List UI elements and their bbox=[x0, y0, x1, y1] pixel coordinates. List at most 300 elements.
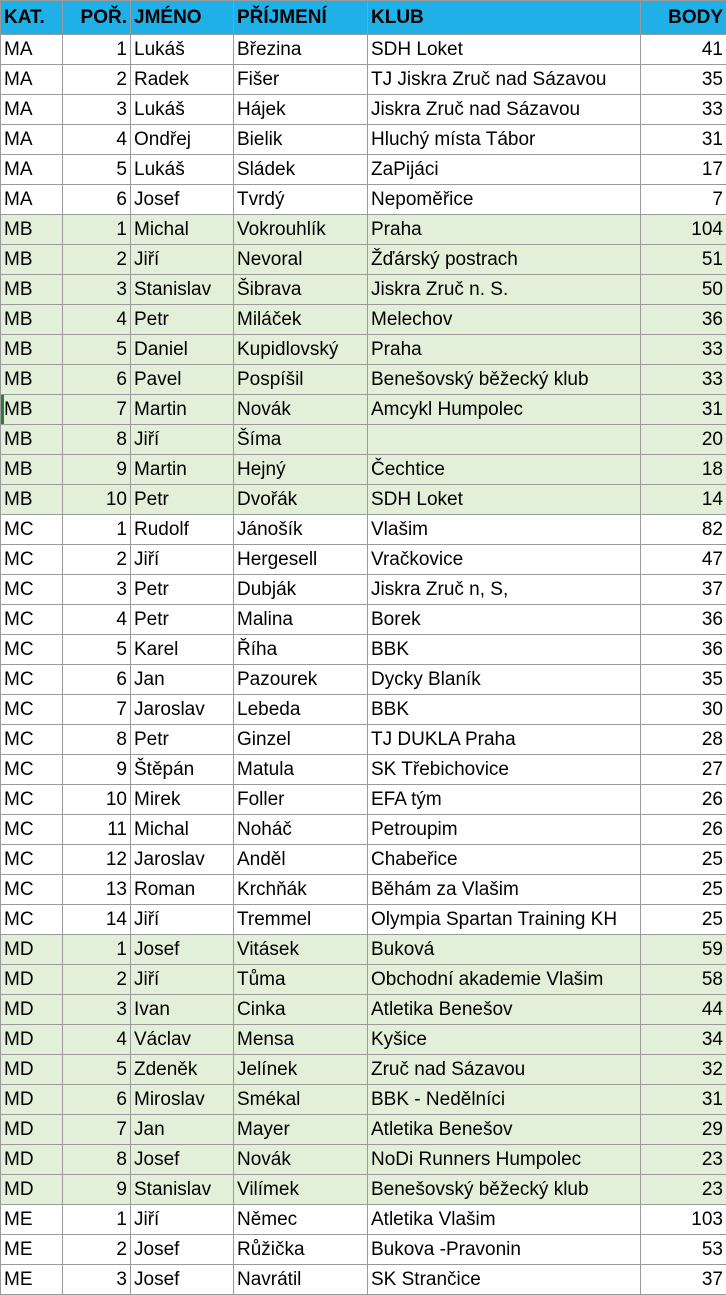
cell-poradi[interactable]: 6 bbox=[63, 1085, 131, 1115]
cell-prijmeni[interactable]: Vokrouhlík bbox=[234, 215, 368, 245]
table-body bbox=[1, 35, 726, 1295]
cell-prijmeni[interactable]: Noháč bbox=[234, 815, 368, 845]
cell-poradi[interactable]: 9 bbox=[63, 1175, 131, 1205]
cell-prijmeni[interactable]: Bielik bbox=[234, 125, 368, 155]
cell-kat[interactable]: MB bbox=[1, 365, 63, 395]
cell-prijmeni[interactable]: Mensa bbox=[234, 1025, 368, 1055]
cell-prijmeni[interactable]: Malina bbox=[234, 605, 368, 635]
cell-prijmeni[interactable]: Ginzel bbox=[234, 725, 368, 755]
cell-klub[interactable]: Dycky Blaník bbox=[368, 665, 641, 695]
cell-prijmeni[interactable]: Miláček bbox=[234, 305, 368, 335]
cell-body[interactable]: 28 bbox=[641, 725, 726, 755]
table-row bbox=[1, 455, 726, 485]
table-row bbox=[1, 425, 726, 455]
cell-kat[interactable]: MB bbox=[1, 305, 63, 335]
cell-body[interactable]: 27 bbox=[641, 755, 726, 785]
cell-body[interactable]: 23 bbox=[641, 1145, 726, 1175]
column-header-klub[interactable]: KLUB bbox=[368, 1, 641, 35]
table-row bbox=[1, 965, 726, 995]
cell-klub[interactable]: Vračkovice bbox=[368, 545, 641, 575]
table-row bbox=[1, 95, 726, 125]
column-header-prijmeni[interactable]: PŘÍJMENÍ bbox=[234, 1, 368, 35]
cell-prijmeni[interactable]: Němec bbox=[234, 1205, 368, 1235]
cell-kat[interactable]: MB bbox=[1, 395, 63, 425]
table-row bbox=[1, 695, 726, 725]
table-row bbox=[1, 605, 726, 635]
cell-klub[interactable]: Melechov bbox=[368, 305, 641, 335]
cell-poradi[interactable]: 2 bbox=[63, 65, 131, 95]
cell-jmeno[interactable]: Lukáš bbox=[131, 35, 234, 65]
cell-prijmeni[interactable]: Sládek bbox=[234, 155, 368, 185]
cell-jmeno[interactable]: Jan bbox=[131, 665, 234, 695]
cell-body[interactable]: 23 bbox=[641, 1175, 726, 1205]
cell-prijmeni[interactable]: Vitásek bbox=[234, 935, 368, 965]
cell-prijmeni[interactable]: Říha bbox=[234, 635, 368, 665]
cell-poradi[interactable]: 2 bbox=[63, 245, 131, 275]
cell-klub[interactable]: Jiskra Zruč n. S. bbox=[368, 275, 641, 305]
cell-prijmeni[interactable]: Tvrdý bbox=[234, 185, 368, 215]
cell-jmeno[interactable]: Rudolf bbox=[131, 515, 234, 545]
cell-poradi[interactable]: 2 bbox=[63, 545, 131, 575]
cell-prijmeni[interactable]: Šíma bbox=[234, 425, 368, 455]
cell-body[interactable]: 17 bbox=[641, 155, 726, 185]
cell-body[interactable]: 51 bbox=[641, 245, 726, 275]
cell-poradi[interactable]: 1 bbox=[63, 215, 131, 245]
cell-kat[interactable]: MC bbox=[1, 605, 63, 635]
table-row bbox=[1, 1025, 726, 1055]
cell-kat[interactable]: MC bbox=[1, 695, 63, 725]
cell-klub[interactable]: Praha bbox=[368, 215, 641, 245]
table-row bbox=[1, 515, 726, 545]
cell-poradi[interactable]: 4 bbox=[63, 1025, 131, 1055]
cell-jmeno[interactable]: Štěpán bbox=[131, 755, 234, 785]
cell-klub[interactable]: TJ Jiskra Zruč nad Sázavou bbox=[368, 65, 641, 95]
cell-klub[interactable]: Atletika Benešov bbox=[368, 1115, 641, 1145]
table-row bbox=[1, 1235, 726, 1265]
cell-body[interactable]: 26 bbox=[641, 785, 726, 815]
cell-klub[interactable]: Buková bbox=[368, 935, 641, 965]
table-row bbox=[1, 1205, 726, 1235]
cell-poradi[interactable]: 9 bbox=[63, 755, 131, 785]
cell-kat[interactable]: MD bbox=[1, 1175, 63, 1205]
cell-jmeno[interactable]: Stanislav bbox=[131, 275, 234, 305]
cell-body[interactable]: 53 bbox=[641, 1235, 726, 1265]
column-header-jmeno[interactable]: JMÉNO bbox=[131, 1, 234, 35]
cell-poradi[interactable]: 1 bbox=[63, 1205, 131, 1235]
cell-body[interactable]: 25 bbox=[641, 905, 726, 935]
cell-prijmeni[interactable]: Pospíšil bbox=[234, 365, 368, 395]
cell-body[interactable]: 33 bbox=[641, 365, 726, 395]
cell-prijmeni[interactable]: Březina bbox=[234, 35, 368, 65]
cell-jmeno[interactable]: Mirek bbox=[131, 785, 234, 815]
cell-kat[interactable]: MA bbox=[1, 95, 63, 125]
cell-kat[interactable]: MD bbox=[1, 1115, 63, 1145]
table-row bbox=[1, 395, 726, 425]
cell-jmeno[interactable]: Ondřej bbox=[131, 125, 234, 155]
cell-poradi[interactable]: 4 bbox=[63, 305, 131, 335]
cell-body[interactable]: 36 bbox=[641, 605, 726, 635]
table-row bbox=[1, 335, 726, 365]
cell-kat[interactable]: MB bbox=[1, 425, 63, 455]
cell-jmeno[interactable]: Karel bbox=[131, 635, 234, 665]
cell-poradi[interactable]: 11 bbox=[63, 815, 131, 845]
cell-klub[interactable]: Olympia Spartan Training KH bbox=[368, 905, 641, 935]
cell-prijmeni[interactable]: Hergesell bbox=[234, 545, 368, 575]
table-row bbox=[1, 215, 726, 245]
table-row bbox=[1, 1085, 726, 1115]
cell-kat[interactable]: MB bbox=[1, 245, 63, 275]
cell-prijmeni[interactable]: Tremmel bbox=[234, 905, 368, 935]
table-row bbox=[1, 1055, 726, 1085]
cell-body[interactable]: 104 bbox=[641, 215, 726, 245]
cell-body[interactable]: 31 bbox=[641, 1085, 726, 1115]
cell-prijmeni[interactable]: Lebeda bbox=[234, 695, 368, 725]
cell-poradi[interactable]: 10 bbox=[63, 485, 131, 515]
cell-jmeno[interactable]: Martin bbox=[131, 395, 234, 425]
cell-klub[interactable]: Čechtice bbox=[368, 455, 641, 485]
cell-jmeno[interactable]: Miroslav bbox=[131, 1085, 234, 1115]
cell-body[interactable]: 35 bbox=[641, 665, 726, 695]
cell-body[interactable]: 20 bbox=[641, 425, 726, 455]
cell-poradi[interactable]: 5 bbox=[63, 635, 131, 665]
cell-prijmeni[interactable]: Krchňák bbox=[234, 875, 368, 905]
table-row bbox=[1, 275, 726, 305]
cell-klub[interactable]: ZaPijáci bbox=[368, 155, 641, 185]
cell-prijmeni[interactable]: Jelínek bbox=[234, 1055, 368, 1085]
cell-kat[interactable]: MC bbox=[1, 815, 63, 845]
cell-body[interactable]: 37 bbox=[641, 1265, 726, 1295]
cell-poradi[interactable]: 3 bbox=[63, 95, 131, 125]
cell-jmeno[interactable]: Zdeněk bbox=[131, 1055, 234, 1085]
table-row bbox=[1, 65, 726, 95]
cell-kat[interactable]: ME bbox=[1, 1235, 63, 1265]
cell-klub[interactable]: Amcykl Humpolec bbox=[368, 395, 641, 425]
cell-jmeno[interactable]: Jaroslav bbox=[131, 845, 234, 875]
cell-jmeno[interactable]: Stanislav bbox=[131, 1175, 234, 1205]
cell-body[interactable]: 58 bbox=[641, 965, 726, 995]
cell-jmeno[interactable]: Ivan bbox=[131, 995, 234, 1025]
cell-poradi[interactable]: 13 bbox=[63, 875, 131, 905]
cell-kat[interactable]: MC bbox=[1, 665, 63, 695]
cell-prijmeni[interactable]: Fišer bbox=[234, 65, 368, 95]
cell-poradi[interactable]: 12 bbox=[63, 845, 131, 875]
cell-body[interactable]: 14 bbox=[641, 485, 726, 515]
table-row bbox=[1, 365, 726, 395]
cell-klub[interactable]: EFA tým bbox=[368, 785, 641, 815]
cell-poradi[interactable]: 2 bbox=[63, 1235, 131, 1265]
cell-jmeno[interactable]: Petr bbox=[131, 305, 234, 335]
cell-kat[interactable]: MA bbox=[1, 185, 63, 215]
cell-prijmeni[interactable]: Tůma bbox=[234, 965, 368, 995]
cell-jmeno[interactable]: Roman bbox=[131, 875, 234, 905]
cell-kat[interactable]: MA bbox=[1, 125, 63, 155]
cell-poradi[interactable]: 10 bbox=[63, 785, 131, 815]
cell-klub[interactable]: NoDi Runners Humpolec bbox=[368, 1145, 641, 1175]
cell-jmeno[interactable]: Josef bbox=[131, 1265, 234, 1295]
table-row bbox=[1, 995, 726, 1025]
cell-jmeno[interactable]: Josef bbox=[131, 1235, 234, 1265]
cell-jmeno[interactable]: Lukáš bbox=[131, 155, 234, 185]
table-row bbox=[1, 665, 726, 695]
cell-body[interactable]: 34 bbox=[641, 1025, 726, 1055]
table-row bbox=[1, 305, 726, 335]
cell-poradi[interactable]: 5 bbox=[63, 1055, 131, 1085]
cell-klub[interactable]: Bukova -Pravonin bbox=[368, 1235, 641, 1265]
cell-kat[interactable]: MC bbox=[1, 905, 63, 935]
cell-prijmeni[interactable]: Anděl bbox=[234, 845, 368, 875]
cell-klub[interactable]: Benešovský běžecký klub bbox=[368, 365, 641, 395]
cell-poradi[interactable]: 3 bbox=[63, 995, 131, 1025]
cell-prijmeni[interactable]: Novák bbox=[234, 1145, 368, 1175]
table-row bbox=[1, 815, 726, 845]
cell-klub[interactable]: Hluchý místa Tábor bbox=[368, 125, 641, 155]
cell-klub[interactable]: Obchodní akademie Vlašim bbox=[368, 965, 641, 995]
cell-poradi[interactable]: 8 bbox=[63, 1145, 131, 1175]
table-row bbox=[1, 35, 726, 65]
cell-jmeno[interactable]: Daniel bbox=[131, 335, 234, 365]
cell-jmeno[interactable]: Petr bbox=[131, 725, 234, 755]
cell-body[interactable]: 30 bbox=[641, 695, 726, 725]
cell-kat[interactable]: MD bbox=[1, 935, 63, 965]
table-row bbox=[1, 1145, 726, 1175]
cell-prijmeni[interactable]: Cinka bbox=[234, 995, 368, 1025]
cell-prijmeni[interactable]: Kupidlovský bbox=[234, 335, 368, 365]
cell-poradi[interactable]: 2 bbox=[63, 965, 131, 995]
cell-prijmeni[interactable]: Smékal bbox=[234, 1085, 368, 1115]
cell-poradi[interactable]: 14 bbox=[63, 905, 131, 935]
cell-poradi[interactable]: 3 bbox=[63, 575, 131, 605]
cell-poradi[interactable]: 9 bbox=[63, 455, 131, 485]
cell-klub[interactable]: Atletika Benešov bbox=[368, 995, 641, 1025]
cell-klub[interactable]: SK Třebichovice bbox=[368, 755, 641, 785]
cell-body[interactable]: 36 bbox=[641, 305, 726, 335]
cell-kat[interactable]: MC bbox=[1, 635, 63, 665]
cell-klub[interactable]: Praha bbox=[368, 335, 641, 365]
cell-kat[interactable]: MC bbox=[1, 575, 63, 605]
cell-kat[interactable]: MB bbox=[1, 485, 63, 515]
table-row bbox=[1, 1265, 726, 1295]
cell-klub[interactable]: Žďárský postrach bbox=[368, 245, 641, 275]
cell-kat[interactable]: MD bbox=[1, 965, 63, 995]
cell-kat[interactable]: MB bbox=[1, 215, 63, 245]
cell-jmeno[interactable]: Jiří bbox=[131, 545, 234, 575]
table-row bbox=[1, 725, 726, 755]
cell-kat[interactable]: MA bbox=[1, 65, 63, 95]
cell-prijmeni[interactable]: Pazourek bbox=[234, 665, 368, 695]
cell-poradi[interactable]: 7 bbox=[63, 1115, 131, 1145]
table-row bbox=[1, 935, 726, 965]
cell-klub[interactable]: Chabeřice bbox=[368, 845, 641, 875]
cell-klub[interactable]: Atletika Vlašim bbox=[368, 1205, 641, 1235]
cell-kat[interactable]: MC bbox=[1, 515, 63, 545]
cell-klub[interactable]: SK Strančice bbox=[368, 1265, 641, 1295]
table-row bbox=[1, 155, 726, 185]
cell-poradi[interactable]: 3 bbox=[63, 275, 131, 305]
cell-kat[interactable]: MD bbox=[1, 1145, 63, 1175]
cell-body[interactable]: 26 bbox=[641, 815, 726, 845]
cell-klub[interactable]: Kyšice bbox=[368, 1025, 641, 1055]
header-row bbox=[1, 1, 726, 35]
cell-jmeno[interactable]: Jiří bbox=[131, 1205, 234, 1235]
cell-kat[interactable]: MC bbox=[1, 725, 63, 755]
cell-jmeno[interactable]: Josef bbox=[131, 1145, 234, 1175]
cell-prijmeni[interactable]: Hájek bbox=[234, 95, 368, 125]
cell-klub[interactable] bbox=[368, 425, 641, 455]
cell-poradi[interactable]: 5 bbox=[63, 335, 131, 365]
cell-kat[interactable]: MA bbox=[1, 35, 63, 65]
cell-klub[interactable]: TJ DUKLA Praha bbox=[368, 725, 641, 755]
cell-poradi[interactable]: 4 bbox=[63, 125, 131, 155]
cell-body[interactable]: 31 bbox=[641, 125, 726, 155]
cell-poradi[interactable]: 6 bbox=[63, 185, 131, 215]
cell-klub[interactable]: Jiskra Zruč nad Sázavou bbox=[368, 95, 641, 125]
cell-jmeno[interactable]: Jiří bbox=[131, 905, 234, 935]
cell-klub[interactable]: Jiskra Zruč n, S, bbox=[368, 575, 641, 605]
cell-prijmeni[interactable]: Dubják bbox=[234, 575, 368, 605]
cell-jmeno[interactable]: Jiří bbox=[131, 245, 234, 275]
cell-poradi[interactable]: 1 bbox=[63, 935, 131, 965]
cell-body[interactable]: 82 bbox=[641, 515, 726, 545]
table-row bbox=[1, 125, 726, 155]
cell-prijmeni[interactable]: Vilímek bbox=[234, 1175, 368, 1205]
cell-poradi[interactable]: 7 bbox=[63, 695, 131, 725]
cell-body[interactable]: 41 bbox=[641, 35, 726, 65]
cell-jmeno[interactable]: Petr bbox=[131, 575, 234, 605]
cell-kat[interactable]: MC bbox=[1, 845, 63, 875]
cell-body[interactable]: 25 bbox=[641, 875, 726, 905]
cell-klub[interactable]: Petroupim bbox=[368, 815, 641, 845]
cell-jmeno[interactable]: Jiří bbox=[131, 965, 234, 995]
cell-body[interactable]: 35 bbox=[641, 65, 726, 95]
table-row bbox=[1, 245, 726, 275]
cell-body[interactable]: 18 bbox=[641, 455, 726, 485]
cell-prijmeni[interactable]: Hejný bbox=[234, 455, 368, 485]
cell-body[interactable]: 103 bbox=[641, 1205, 726, 1235]
cell-prijmeni[interactable]: Jánošík bbox=[234, 515, 368, 545]
table-row bbox=[1, 755, 726, 785]
cell-body[interactable]: 25 bbox=[641, 845, 726, 875]
cell-klub[interactable]: Běhám za Vlašim bbox=[368, 875, 641, 905]
cell-kat[interactable]: MB bbox=[1, 275, 63, 305]
cell-klub[interactable]: SDH Loket bbox=[368, 35, 641, 65]
cell-body[interactable]: 37 bbox=[641, 575, 726, 605]
cell-body[interactable]: 33 bbox=[641, 335, 726, 365]
cell-kat[interactable]: MD bbox=[1, 1085, 63, 1115]
cell-body[interactable]: 59 bbox=[641, 935, 726, 965]
cell-jmeno[interactable]: Jan bbox=[131, 1115, 234, 1145]
cell-kat[interactable]: MA bbox=[1, 155, 63, 185]
cell-kat[interactable]: MD bbox=[1, 1055, 63, 1085]
cell-body[interactable]: 31 bbox=[641, 395, 726, 425]
column-header-poradi[interactable]: POŘ. bbox=[63, 1, 131, 35]
cell-body[interactable]: 44 bbox=[641, 995, 726, 1025]
cell-kat[interactable]: MD bbox=[1, 995, 63, 1025]
cell-prijmeni[interactable]: Novák bbox=[234, 395, 368, 425]
cell-kat[interactable]: ME bbox=[1, 1265, 63, 1295]
table-row bbox=[1, 1115, 726, 1145]
cell-poradi[interactable]: 3 bbox=[63, 1265, 131, 1295]
cell-body[interactable]: 47 bbox=[641, 545, 726, 575]
cell-kat[interactable]: MC bbox=[1, 875, 63, 905]
cell-kat[interactable]: ME bbox=[1, 1205, 63, 1235]
cell-prijmeni[interactable]: Navrátil bbox=[234, 1265, 368, 1295]
cell-prijmeni[interactable]: Matula bbox=[234, 755, 368, 785]
table-row bbox=[1, 1175, 726, 1205]
table-row bbox=[1, 185, 726, 215]
cell-prijmeni[interactable]: Dvořák bbox=[234, 485, 368, 515]
cell-body[interactable]: 50 bbox=[641, 275, 726, 305]
cell-jmeno[interactable]: Martin bbox=[131, 455, 234, 485]
table-row bbox=[1, 575, 726, 605]
cell-poradi[interactable]: 6 bbox=[63, 665, 131, 695]
cell-prijmeni[interactable]: Foller bbox=[234, 785, 368, 815]
cell-kat[interactable]: MD bbox=[1, 1025, 63, 1055]
cell-klub[interactable]: Vlašim bbox=[368, 515, 641, 545]
cell-kat[interactable]: MC bbox=[1, 785, 63, 815]
cell-jmeno[interactable]: Jaroslav bbox=[131, 695, 234, 725]
cell-klub[interactable]: BBK bbox=[368, 695, 641, 725]
cell-body[interactable]: 36 bbox=[641, 635, 726, 665]
cell-prijmeni[interactable]: Šibrava bbox=[234, 275, 368, 305]
cell-poradi[interactable]: 4 bbox=[63, 605, 131, 635]
cell-poradi[interactable]: 1 bbox=[63, 35, 131, 65]
cell-jmeno[interactable]: Jiří bbox=[131, 425, 234, 455]
table-row bbox=[1, 785, 726, 815]
cell-body[interactable]: 33 bbox=[641, 95, 726, 125]
cell-klub[interactable]: Zruč nad Sázavou bbox=[368, 1055, 641, 1085]
cell-jmeno[interactable]: Michal bbox=[131, 815, 234, 845]
cell-jmeno[interactable]: Petr bbox=[131, 485, 234, 515]
column-header-kat[interactable]: KAT. bbox=[1, 1, 63, 35]
cell-kat[interactable]: MB bbox=[1, 455, 63, 485]
table-row bbox=[1, 905, 726, 935]
cell-jmeno[interactable]: Václav bbox=[131, 1025, 234, 1055]
cell-prijmeni[interactable]: Mayer bbox=[234, 1115, 368, 1145]
cell-poradi[interactable]: 7 bbox=[63, 395, 131, 425]
cell-jmeno[interactable]: Radek bbox=[131, 65, 234, 95]
cell-jmeno[interactable]: Petr bbox=[131, 605, 234, 635]
cell-klub[interactable]: SDH Loket bbox=[368, 485, 641, 515]
cell-kat[interactable]: MC bbox=[1, 755, 63, 785]
cell-body[interactable]: 7 bbox=[641, 185, 726, 215]
cell-jmeno[interactable]: Pavel bbox=[131, 365, 234, 395]
cell-kat[interactable]: MB bbox=[1, 335, 63, 365]
cell-jmeno[interactable]: Michal bbox=[131, 215, 234, 245]
cell-prijmeni[interactable]: Růžička bbox=[234, 1235, 368, 1265]
table-row bbox=[1, 875, 726, 905]
cell-jmeno[interactable]: Lukáš bbox=[131, 95, 234, 125]
cell-body[interactable]: 29 bbox=[641, 1115, 726, 1145]
cell-poradi[interactable]: 8 bbox=[63, 725, 131, 755]
cell-kat[interactable]: MC bbox=[1, 545, 63, 575]
cell-klub[interactable]: BBK bbox=[368, 635, 641, 665]
cell-poradi[interactable]: 1 bbox=[63, 515, 131, 545]
table-row bbox=[1, 635, 726, 665]
cell-klub[interactable]: BBK - Nedělníci bbox=[368, 1085, 641, 1115]
cell-jmeno[interactable]: Josef bbox=[131, 935, 234, 965]
cell-klub[interactable]: Benešovský běžecký klub bbox=[368, 1175, 641, 1205]
cell-klub[interactable]: Borek bbox=[368, 605, 641, 635]
cell-prijmeni[interactable]: Nevoral bbox=[234, 245, 368, 275]
cell-poradi[interactable]: 6 bbox=[63, 365, 131, 395]
cell-jmeno[interactable]: Josef bbox=[131, 185, 234, 215]
column-header-body[interactable]: BODY bbox=[641, 1, 726, 35]
table-row bbox=[1, 545, 726, 575]
cell-klub[interactable]: Nepoměřice bbox=[368, 185, 641, 215]
cell-poradi[interactable]: 8 bbox=[63, 425, 131, 455]
cell-poradi[interactable]: 5 bbox=[63, 155, 131, 185]
cell-body[interactable]: 32 bbox=[641, 1055, 726, 1085]
